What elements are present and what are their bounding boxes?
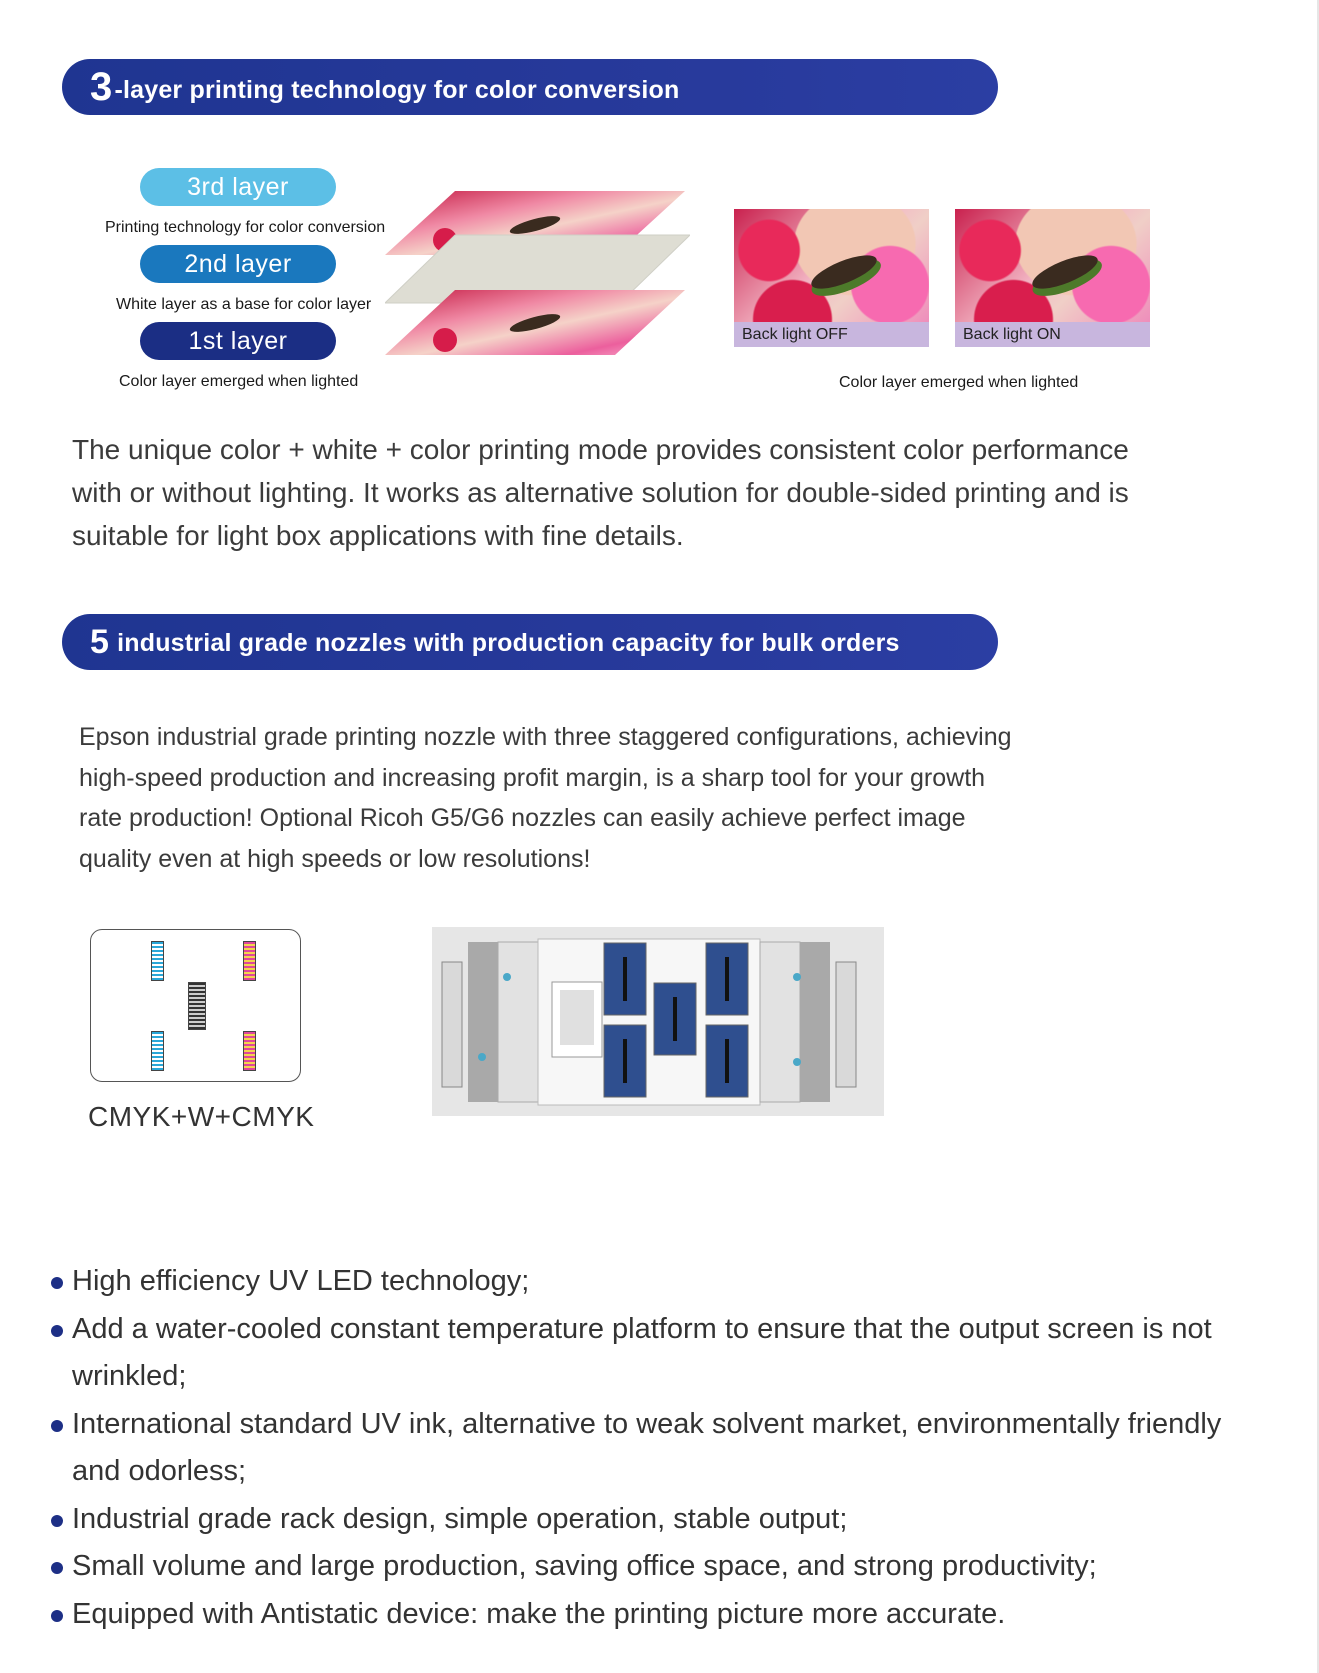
bullet-icon xyxy=(51,1562,63,1574)
photos-caption: Color layer emerged when lighted xyxy=(839,374,1079,391)
nozzle-formula: CMYK+W+CMYK xyxy=(88,1101,315,1132)
backlight-on-photo xyxy=(955,209,1150,347)
nozzles-description: Epson industrial grade printing nozzle with three staggered configurations, achieving high-speed production and increasing profit margin, is a sharp tool for your growth rate production! Optional Ricoh G5/G6 nozzles can easily achieve perfect image quality even at high speeds or low resolutions! xyxy=(79,723,1012,873)
backlight-off-label: Back light OFF xyxy=(734,322,929,347)
section-banner-layers xyxy=(62,59,998,115)
eye-graphic xyxy=(1028,249,1101,296)
backlight-on-label: Back light ON xyxy=(955,322,1150,347)
layers-description: The unique color + white + color printing mode provides consistent color performance with or without lighting. It works as alternative solution for double-sided printing and is suitable for light box applications with fine details. xyxy=(72,434,1129,551)
layer-3-pill: 3rd layer xyxy=(140,168,336,206)
layer-2-caption: White layer as a base for color layer xyxy=(116,296,372,313)
banner-title: -layer printing technology for color conversion xyxy=(114,75,680,104)
section-banner-nozzles xyxy=(62,614,998,670)
nozzle-cmyk-head xyxy=(243,941,256,981)
banner-number: 5 xyxy=(90,623,110,661)
feature-text: Add a water-cooled constant temperature platform to ensure that the output screen is not wrinkled; xyxy=(72,1312,1212,1392)
nozzle-cmyk-head xyxy=(151,941,164,981)
feature-text: Equipped with Antistatic device: make the printing picture more accurate. xyxy=(72,1597,1006,1630)
list-item xyxy=(48,1258,1268,1306)
layer-2-pill: 2nd layer xyxy=(140,245,336,283)
feature-text: Small volume and large production, saving office space, and strong productivity; xyxy=(72,1550,1097,1582)
list-item xyxy=(48,1591,1268,1639)
bullet-icon xyxy=(51,1420,63,1432)
list-item xyxy=(48,1543,1268,1591)
list-item xyxy=(48,1496,1268,1544)
nozzle-cmyk-head xyxy=(243,1031,256,1071)
layer-3-caption: Printing technology for color conversion xyxy=(105,219,386,236)
feature-text: Industrial grade rack design, simple operation, stable output; xyxy=(72,1502,848,1535)
list-item xyxy=(48,1306,1268,1401)
nozzle-white-head xyxy=(188,982,206,1030)
feature-list xyxy=(48,1258,1268,1638)
bullet-icon xyxy=(51,1515,63,1527)
backlight-off-photo xyxy=(734,209,929,347)
feature-text: International standard UV ink, alternative to weak solvent market, environmentally friendly and odorless; xyxy=(72,1407,1222,1487)
bullet-icon xyxy=(51,1610,63,1622)
carriage-drawing xyxy=(432,927,884,1116)
layer-stack-illustration xyxy=(385,185,690,365)
banner-title: industrial grade nozzles with production capacity for bulk orders xyxy=(117,628,900,657)
printhead-carriage-image xyxy=(432,927,884,1116)
layer-1-pill: 1st layer xyxy=(140,322,336,360)
bullet-icon xyxy=(51,1325,63,1337)
layer-1-caption: Color layer emerged when lighted xyxy=(119,373,359,390)
list-item xyxy=(48,1401,1268,1496)
nozzle-cmyk-head xyxy=(151,1031,164,1071)
feature-text: High efficiency UV LED technology; xyxy=(72,1265,530,1297)
banner-number: 3 xyxy=(90,65,113,109)
eye-graphic xyxy=(807,249,880,296)
nozzle-layout-diagram xyxy=(90,929,301,1082)
bullet-icon xyxy=(51,1277,63,1289)
